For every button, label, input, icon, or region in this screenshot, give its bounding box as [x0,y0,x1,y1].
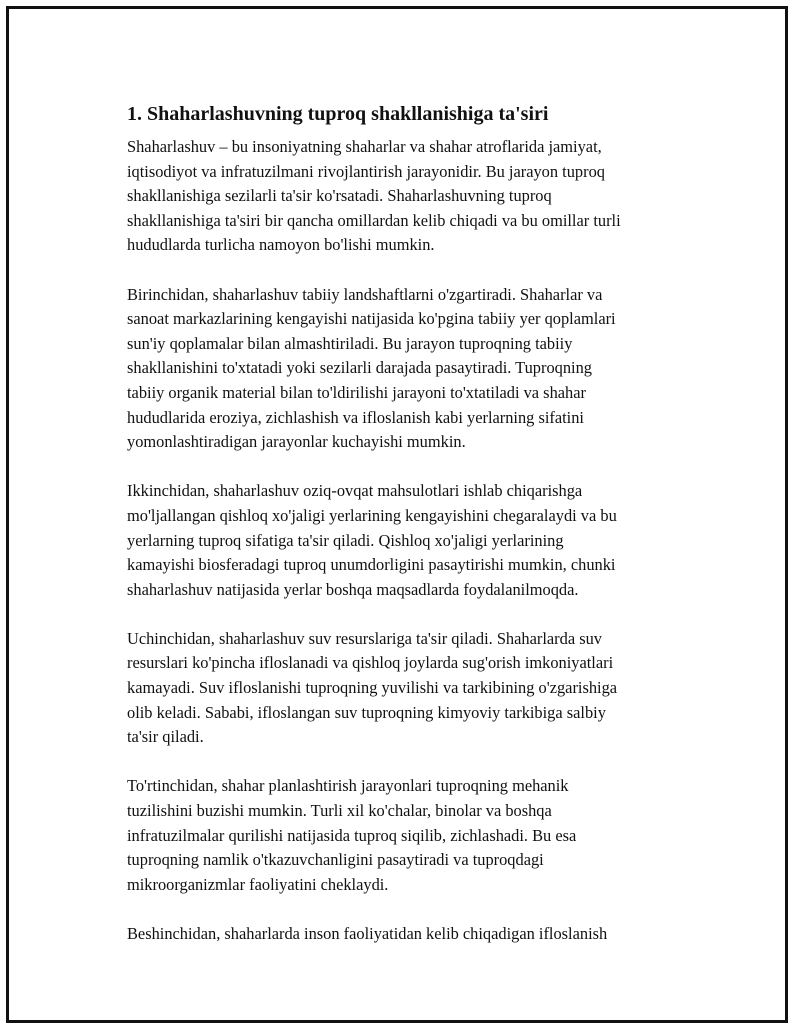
text-line: ta'sir qiladi. [127,727,204,747]
text-line: sanoat markazlarining kengayishi natijasida ko'pgina tabiiy yer qoplamlari [127,309,616,329]
paragraph-2 [127,283,687,455]
paragraph-6 [127,922,687,947]
text-line: infratuzilmalar qurilishi natijasida tuproq siqilib, zichlashadi. Bu esa [127,825,577,845]
paragraph-1 [127,135,687,258]
text-line: shaharlashuv natijasida yerlar boshqa maqsadlarda foydalanilmoqda. [127,579,579,599]
text-line: tuzilishini buzishi mumkin. Turli xil ko'chalar, binolar va boshqa [127,801,552,821]
text-line: hududlarda turlicha namoyon bo'lishi mumkin. [127,235,435,255]
text-line: sun'iy qoplamalar bilan almashtiriladi. Bu jarayon tuproqning tabiiy [127,333,573,353]
section-title: 1. Shaharlashuvning tuproq shakllanishiga ta'siri [127,103,549,125]
text-line: yomonlashtiradigan jarayonlar kuchayishi mumkin. [127,432,466,452]
text-line: tabiiy organik material bilan to'ldirilishi jarayoni to'xtatiladi va shahar [127,382,586,402]
paragraph-3 [127,479,687,602]
document-body [127,101,687,971]
text-line: tuproqning namlik o'tkazuvchanligini pasaytiradi va tuproqdagi [127,850,544,870]
text-line: To'rtinchidan, shahar planlashtirish jarayonlari tuproqning mehanik [127,776,569,796]
paragraph-5 [127,774,687,897]
text-line: mo'ljallangan qishloq xo'jaligi yerlarining kengayishini chegaralaydi va bu [127,505,617,525]
text-line: Ikkinchidan, shaharlashuv oziq-ovqat mahsulotlari ishlab chiqarishga [127,481,583,501]
text-line: Birinchidan, shaharlashuv tabiiy landshaftlarni o'zgartiradi. Shaharlar va [127,284,603,304]
text-line: shakllanishiga ta'siri bir qancha omillardan kelib chiqadi va bu omillar turli [127,210,621,230]
text-line: hududlarida eroziya, zichlashish va ifloslanish kabi yerlarning sifatini [127,407,584,427]
text-line: yerlarning tuproq sifatiga ta'sir qiladi. Qishloq xo'jaligi yerlarining [127,530,564,550]
text-line: kamayadi. Suv ifloslanishi tuproqning yuvilishi va tarkibining o'zgarishiga [127,678,618,698]
text-line: Uchinchidan, shaharlashuv suv resurslariga ta'sir qiladi. Shaharlarda suv [127,628,602,648]
text-line: iqtisodiyot va infratuzilmani rivojlantirish jarayonidir. Bu jarayon tuproq [127,161,605,181]
paragraph-4 [127,627,687,750]
text-line: shakllanishini to'xtatadi yoki sezilarli darajada pasaytiradi. Tuproqning [127,358,592,378]
text-line: Shaharlashuv – bu insoniyatning shaharlar va shahar atroflarida jamiyat, [127,137,602,156]
text-line: Beshinchidan, shaharlarda inson faoliyatidan kelib chiqadigan ifloslanish [127,924,608,943]
page-frame [6,6,788,1023]
text-line: olib keladi. Sababi, ifloslangan suv tuproqning kimyoviy tarkibiga salbiy [127,702,606,722]
text-line: mikroorganizmlar faoliyatini cheklaydi. [127,874,389,894]
text-line: shakllanishiga sezilarli ta'sir ko'rsatadi. Shaharlashuvning tuproq [127,186,552,206]
text-line: resurslari ko'pincha ifloslanadi va qishloq joylarda sug'orish imkoniyatlari [127,653,614,673]
text-line: kamayishi biosferadagi tuproq unumdorligini pasaytirishi mumkin, chunki [127,555,616,575]
